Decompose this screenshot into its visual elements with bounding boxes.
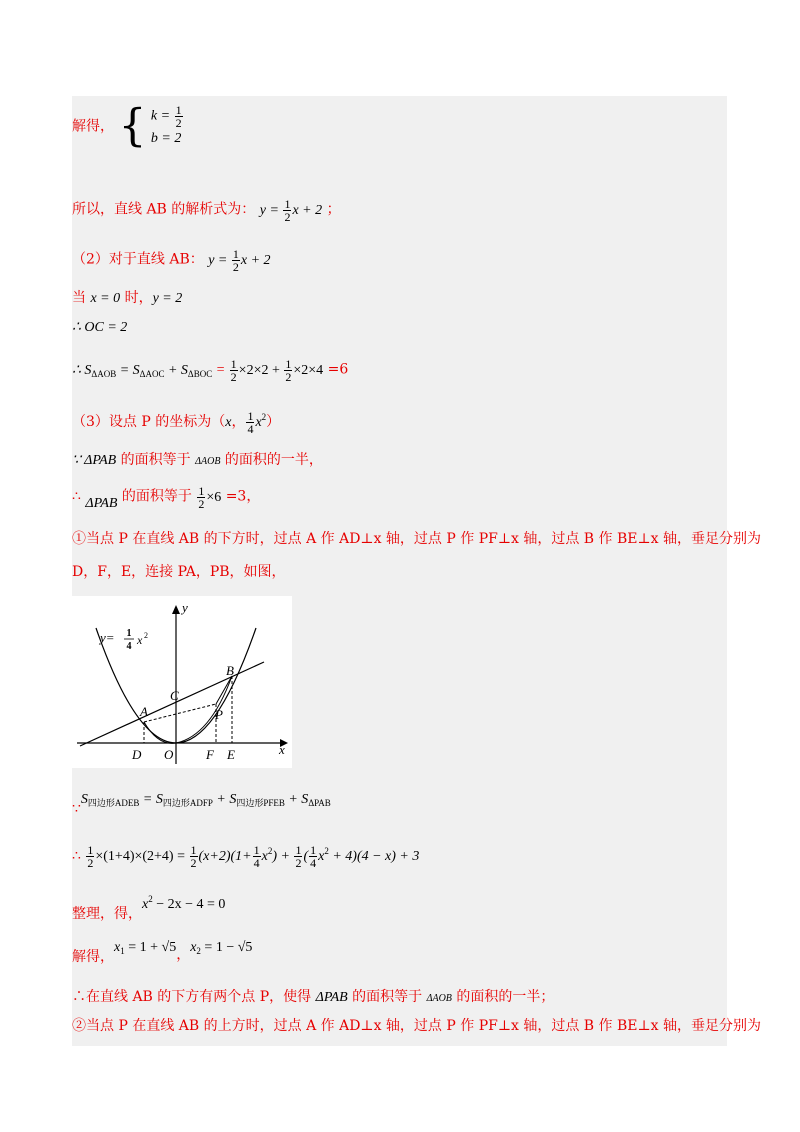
text: ∴在直线 AB 的下方有两个点 P，使得 (72, 989, 316, 1005)
subscript: 四边形ADFP (162, 798, 213, 808)
part2-heading (72, 248, 271, 273)
eq-part: x (114, 940, 121, 955)
case1-description-cont (72, 563, 286, 581)
eq-part: ) + (272, 849, 294, 864)
text: 时， (120, 290, 153, 306)
frac-num: 1 (175, 103, 182, 117)
line-ab (80, 662, 264, 746)
eq-part: x + 2 (240, 252, 271, 268)
subscript: 1 (120, 946, 125, 956)
figure-svg (72, 596, 292, 768)
frac-den: 2 (175, 116, 182, 130)
text: 的面积等于 (117, 488, 197, 505)
eq-part: + S (164, 362, 188, 378)
eq-b: b = 2 (150, 131, 182, 146)
point-a-label: A (140, 704, 148, 719)
text: 的面积等于 (116, 452, 196, 468)
curve-exp: 2 (144, 631, 148, 640)
eq-k: k = (150, 108, 174, 124)
text: ①当点 P 在直线 AB 的下方时，过点 A 作 AD⊥x 轴，过点 P 作 PF⊥x 轴，过点 B 作 BE⊥x 轴，垂足分别为 (72, 531, 761, 547)
eq-oc: ∴ OC = 2 (72, 320, 128, 335)
eq-part: x (255, 415, 262, 430)
eq-part: ∴ S (72, 362, 92, 378)
eq-part: ΔAOB (426, 993, 452, 1004)
eq-part: + S (212, 792, 237, 807)
subscript: 四边形ADEB (87, 798, 140, 808)
eq-part: (x+2)(1+ (198, 849, 252, 864)
eq-part: = S (116, 362, 140, 378)
therefore-symbol: ∴ (72, 848, 86, 864)
subscript: ΔAOC (139, 368, 165, 379)
text: ， (176, 947, 191, 963)
roots-line (72, 938, 253, 965)
frac-den: 2 (285, 370, 292, 384)
area-equation-line: ∴ $\frac{1}{2}$ ×(1+4)×(2+4) = $\frac{1}{2}$ (x+2)(1+ $\frac{1}{4}$ $x^2$) + $\frac{1}{2}$ ( $\frac{1}{4}$ $x^2 + 4)(4 - x) + 3$ (72, 843, 420, 871)
eq-part: x (142, 897, 149, 912)
point-p-label: P (215, 707, 223, 722)
eq-part: y = (208, 252, 231, 268)
y-axis-arrow (172, 605, 180, 614)
area-aob-line (72, 358, 348, 383)
eq-part: S (80, 792, 88, 807)
subscript: ΔBOC (187, 368, 213, 379)
subscript: ΔPAB (308, 798, 331, 808)
point-d-label: D (132, 747, 142, 762)
curve-var: x (137, 633, 143, 647)
case2-description (72, 1017, 761, 1035)
frac-den: 2 (232, 260, 239, 274)
point-b-label: B (226, 663, 234, 678)
subscript: 2 (196, 946, 201, 956)
text: 当 (72, 290, 91, 306)
eq-part: = 1 − √5 (200, 940, 253, 955)
text: 整理，得， (72, 906, 142, 922)
because-symbol: ∵ (72, 801, 81, 817)
line-equation-result (72, 198, 341, 223)
area-decomposition-line (72, 790, 331, 817)
eq-part: ∵ ΔPAB (72, 453, 117, 468)
when-x-zero-line (72, 289, 182, 308)
eq-part: ΔAOB (195, 456, 221, 467)
part3-heading (72, 408, 280, 435)
equation-system (151, 104, 184, 149)
eq-part: ( (303, 849, 309, 864)
superscript: 2 (261, 412, 267, 422)
text: ） (266, 414, 281, 430)
eq-part: x (225, 415, 232, 430)
frac-num: 1 (285, 357, 292, 371)
text: 的面积等于 (347, 989, 427, 1005)
eq-part: = S (139, 792, 163, 807)
text: 所以，直线 AB 的解析式为： (72, 201, 256, 218)
because-area-line (72, 451, 323, 471)
subscript: ΔAOB (91, 368, 117, 379)
eq-part: ΔPAB (85, 495, 118, 511)
frac-num: 1 (232, 247, 239, 261)
case1-conclusion (72, 988, 554, 1008)
frac-den: 4 (247, 422, 254, 437)
system-brace: { (118, 100, 147, 152)
simplify-line: 整理，得，$x^2 - 2x - 4 = 0$ (72, 894, 226, 922)
curve-frac-den: 4 (126, 641, 132, 652)
text: 的面积的一半； (451, 989, 555, 1005)
point-c-label: C (170, 688, 179, 703)
eq-part: x (318, 849, 325, 864)
text: 解得， (72, 118, 114, 135)
frac-den: 2 (198, 497, 205, 511)
frac-num: 1 (247, 409, 254, 424)
eq-part: + 4)(4 − x) + 3 (328, 849, 420, 864)
eq-part: + S (284, 792, 309, 807)
text: ； (326, 201, 341, 218)
frac-den: 2 (284, 210, 291, 224)
curve-frac-num: 1 (126, 628, 132, 639)
area-value-line (72, 485, 260, 510)
eq-part: ×2×2 + (238, 362, 284, 378)
eq-part: y = (259, 202, 283, 218)
eq-part: ×2×4 (293, 362, 324, 378)
eq-part: x (261, 849, 268, 864)
frac-num: 1 (284, 197, 291, 211)
eq-part: = (212, 362, 229, 378)
curve-label: y= (100, 630, 115, 645)
eq-part: x = 0 (90, 291, 121, 306)
eq-part: ×6 (206, 489, 222, 505)
frac-num: 1 (198, 484, 205, 498)
eq-part: x (190, 940, 197, 955)
case1-description (72, 530, 761, 548)
oc-line (72, 318, 127, 337)
solution-system-line (72, 100, 184, 152)
eq-part: − 2x − 4 = 0 (152, 897, 226, 912)
x-axis-label: x (279, 742, 285, 757)
parabola-figure (72, 596, 292, 768)
subscript: 四边形PFEB (236, 798, 285, 808)
eq-part: ×(1+4)×(2+4) = (95, 849, 189, 864)
eq-part: x + 2 (292, 202, 323, 218)
frac-den: 2 (230, 370, 237, 384)
point-o-label: O (164, 747, 174, 762)
text: （2）对于直线 AB： (72, 251, 204, 268)
eq-part: ΔPAB (315, 990, 348, 1005)
text: D，F，E，连接 PA，PB，如图， (72, 564, 286, 580)
text: 解得， (72, 949, 114, 965)
y-axis-label: y (182, 600, 188, 615)
text: ， (231, 414, 246, 430)
eq-part: y = 2 (152, 291, 183, 306)
point-f-label: F (206, 747, 214, 762)
text: （3）设点 P 的坐标为（ (72, 414, 226, 430)
text: =3， (221, 488, 261, 505)
point-e-label: E (227, 747, 235, 762)
text: ②当点 P 在直线 AB 的上方时，过点 A 作 AD⊥x 轴，过点 P 作 PF⊥x 轴，过点 B 作 BE⊥x 轴，垂足分别为 (72, 1018, 761, 1034)
eq-part: = 1 + √5 (124, 940, 177, 955)
result: =6 (323, 361, 349, 378)
line-pa (144, 704, 216, 722)
frac-num: 1 (230, 357, 237, 371)
text: ∴ (72, 488, 86, 505)
text: 的面积的一半， (220, 452, 323, 468)
